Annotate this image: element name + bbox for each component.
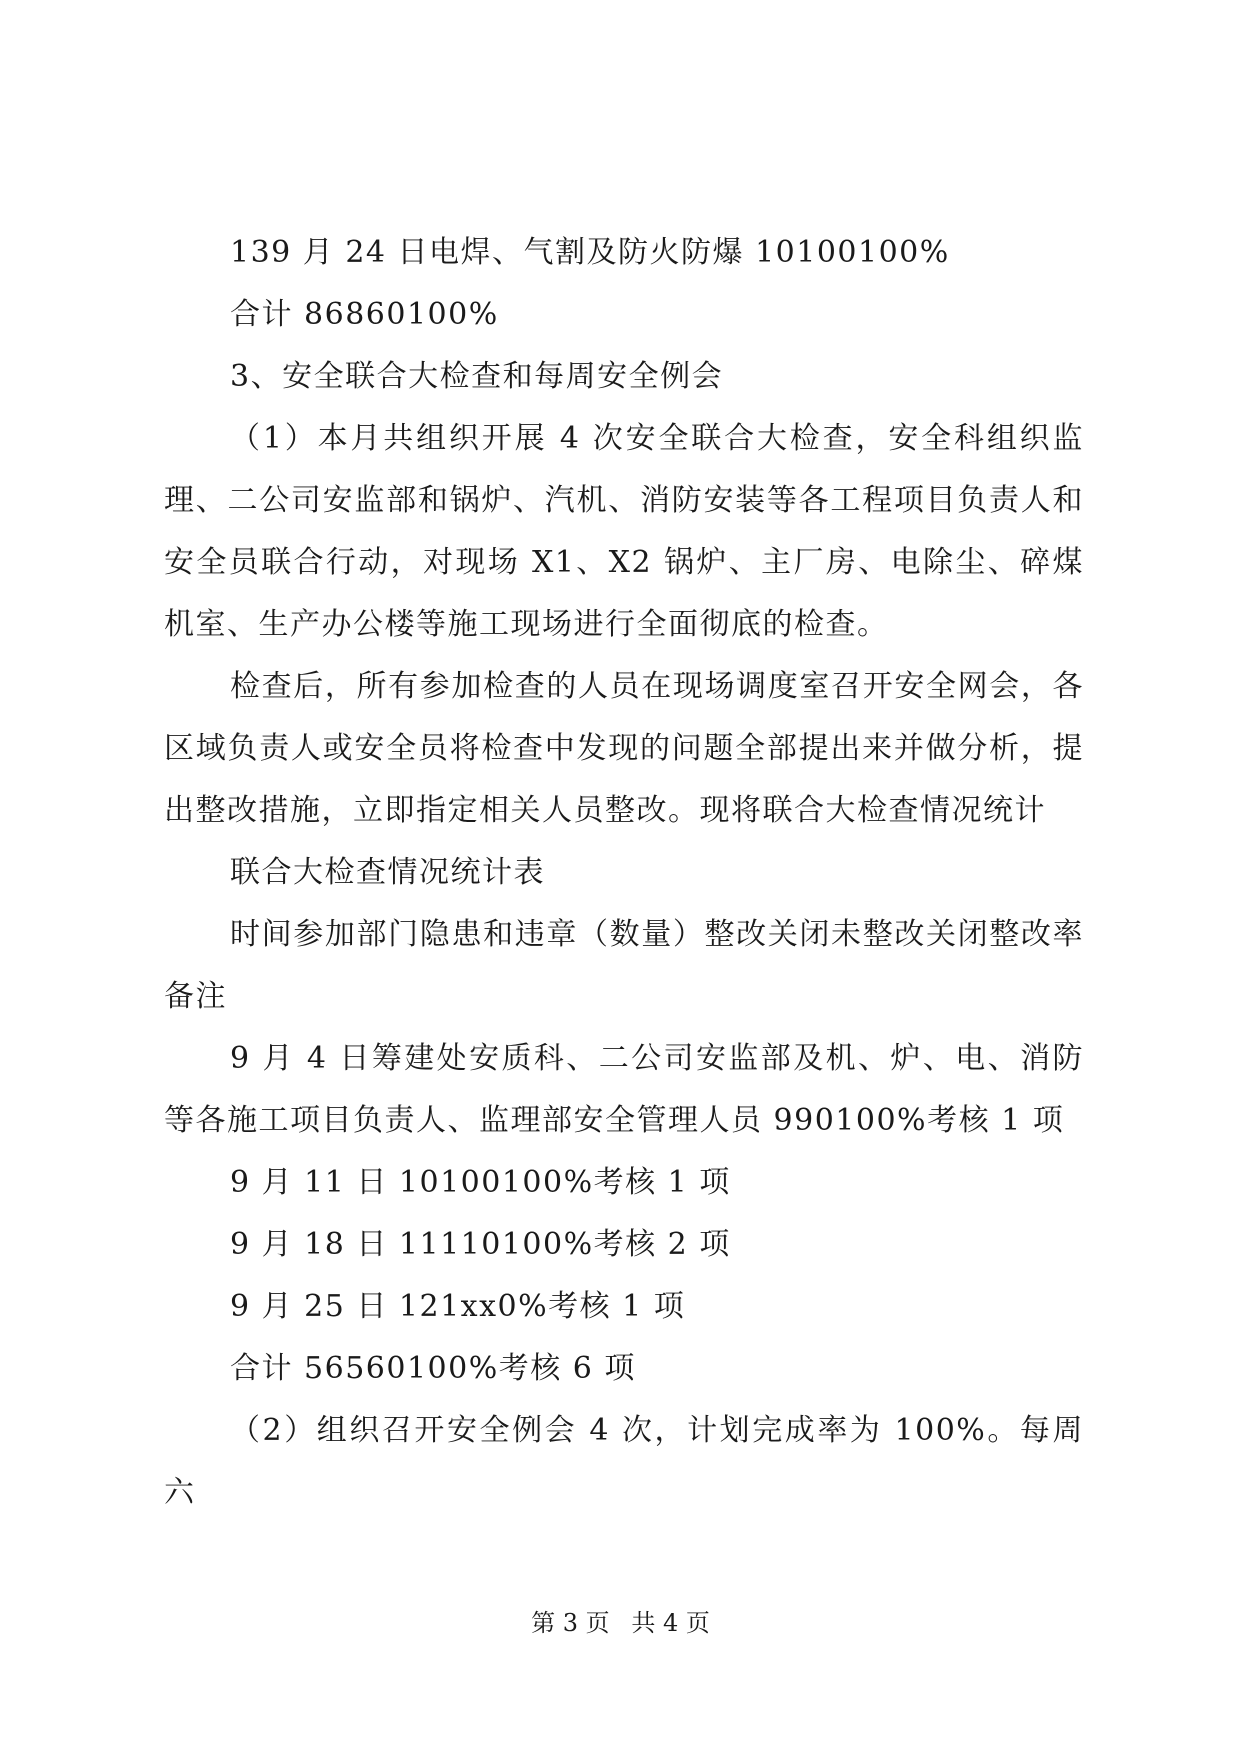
table-row-sep-25: 9 月 25 日 121xx0%考核 1 项 (230, 1289, 686, 1324)
page-number: 第 3 页 (531, 1609, 610, 1637)
table-row-sep-4: 9 月 4 日筹建处安质科、二公司安监部及机、炉、电、消防等各施工项目负责人、监理部安全管理人员 990100%考核 1 项 (164, 1041, 1084, 1138)
inspection-para-2: 检查后，所有参加检查的人员在现场调度室召开安全网会，各区域负责人或安全员将检查中发现的问题全部提出来并做分析，提出整改措施，立即指定相关人员整改。现将联合大检查情况统计 (164, 669, 1084, 828)
page-footer (0, 1608, 1241, 1638)
inspection-para-1: （1）本月共组织开展 4 次安全联合大检查，安全科组织监理、二公司安监部和锅炉、汽机、消防安装等各工程项目负责人和安全员联合行动，对现场 X1、X2 锅炉、主厂房、电除尘、碎煤机室、生产办公楼等施工现场进行全面彻底的检查。 (164, 421, 1084, 642)
training-total: 合计 86860100% (230, 297, 499, 332)
table-row-sep-18: 9 月 18 日 11110100%考核 2 项 (230, 1227, 731, 1262)
table-row-sep-11: 9 月 11 日 10100100%考核 1 项 (230, 1165, 731, 1200)
meeting-para: （2）组织召开安全例会 4 次，计划完成率为 100%。每周六 (164, 1413, 1084, 1510)
page-total: 共 4 页 (631, 1609, 710, 1637)
document-body (164, 222, 1084, 1524)
table-header: 时间参加部门隐患和违章（数量）整改关闭未整改关闭整改率备注 (164, 917, 1084, 1014)
inspection-total: 合计 56560100%考核 6 项 (230, 1351, 636, 1386)
table-title: 联合大检查情况统计表 (230, 855, 545, 890)
section-3-title: 3、安全联合大检查和每周安全例会 (230, 359, 724, 394)
welding-row: 139 月 24 日电焊、气割及防火防爆 10100100% (230, 235, 950, 270)
